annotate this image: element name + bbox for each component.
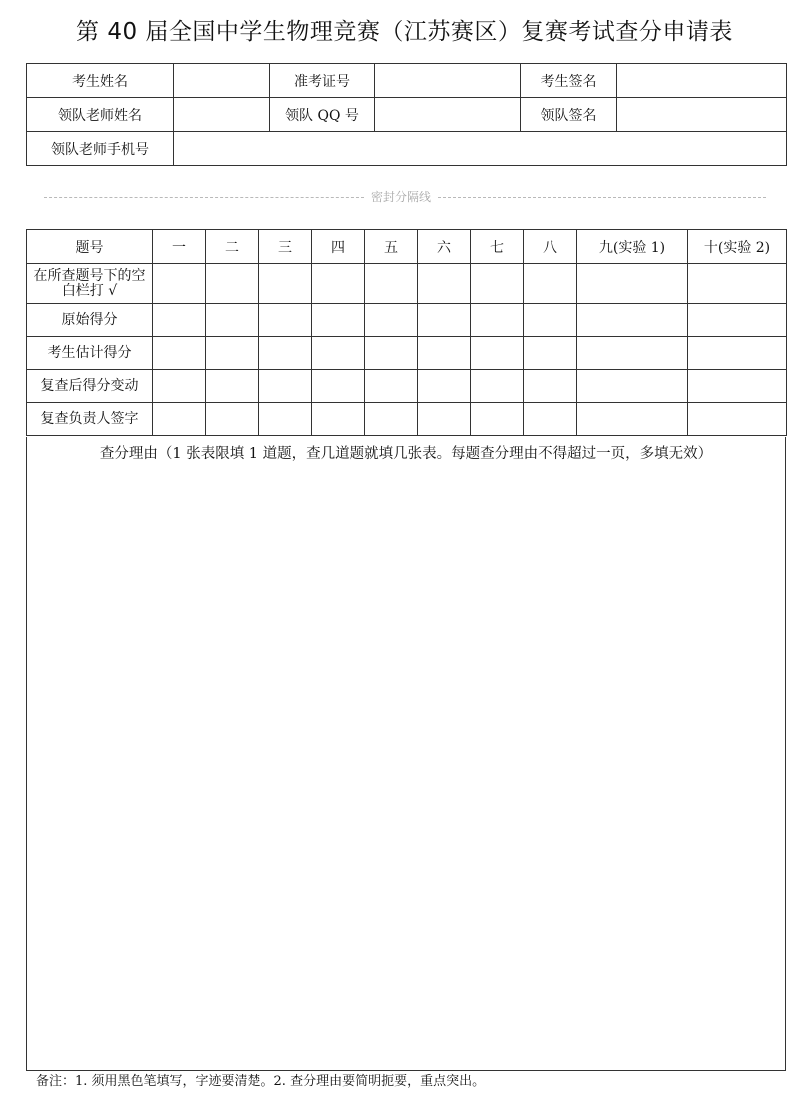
separator-label: 密封分隔线 [370,190,431,204]
question-header-6: 六 [418,230,471,264]
teacher-signature-label: 领队签名 [521,98,617,132]
reviewer-signature-cell-6[interactable] [418,403,471,436]
question-header-8: 八 [524,230,577,264]
student-name-label: 考生姓名 [27,64,174,98]
separator-line-right [438,197,766,198]
seal-separator [44,190,766,204]
question-header-2: 二 [206,230,259,264]
original-score-cell-1[interactable] [153,304,206,337]
check-cell-4[interactable] [312,264,365,304]
score-change-cell-5[interactable] [365,370,418,403]
question-header-5: 五 [365,230,418,264]
reason-title: 查分理由（1 张表限填 1 道题，查几道题就填几张表。每题查分理由不得超过一页，多填无效） [99,446,713,462]
score-change-cell-10[interactable] [688,370,787,403]
teacher-qq-field[interactable] [375,98,521,132]
score-row-original [27,304,787,337]
original-score-cell-7[interactable] [471,304,524,337]
estimated-score-cell-4[interactable] [312,337,365,370]
reviewer-signature-label: 复查负责人签字 [27,403,153,436]
score-change-cell-3[interactable] [259,370,312,403]
applicant-info-table [26,63,787,166]
original-score-cell-10[interactable] [688,304,787,337]
question-header-9: 九(实验 1) [577,230,688,264]
check-cell-5[interactable] [365,264,418,304]
teacher-phone-field[interactable] [174,132,787,166]
question-number-header: 题号 [27,230,153,264]
exam-id-field[interactable] [375,64,521,98]
check-row-label: 在所查题号下的空白栏打 √ [27,264,153,304]
score-change-label: 复查后得分变动 [27,370,153,403]
teacher-name-field[interactable] [174,98,270,132]
reviewer-signature-cell-5[interactable] [365,403,418,436]
estimated-score-cell-5[interactable] [365,337,418,370]
original-score-label: 原始得分 [27,304,153,337]
check-cell-3[interactable] [259,264,312,304]
reviewer-signature-cell-7[interactable] [471,403,524,436]
teacher-qq-label: 领队 QQ 号 [270,98,375,132]
teacher-signature-field[interactable] [617,98,787,132]
reviewer-signature-cell-10[interactable] [688,403,787,436]
original-score-cell-3[interactable] [259,304,312,337]
student-signature-label: 考生签名 [521,64,617,98]
teacher-name-label: 领队老师姓名 [27,98,174,132]
check-cell-6[interactable] [418,264,471,304]
reason-text-area[interactable] [35,473,777,1062]
reviewer-signature-cell-2[interactable] [206,403,259,436]
page-title: 第 40 届全国中学生物理竞赛（江苏赛区）复赛考试查分申请表 [76,19,733,45]
original-score-cell-2[interactable] [206,304,259,337]
original-score-cell-5[interactable] [365,304,418,337]
question-header-7: 七 [471,230,524,264]
reviewer-signature-cell-8[interactable] [524,403,577,436]
estimated-score-cell-7[interactable] [471,337,524,370]
estimated-score-label: 考生估计得分 [27,337,153,370]
score-row-change [27,370,787,403]
original-score-cell-9[interactable] [577,304,688,337]
check-cell-8[interactable] [524,264,577,304]
reviewer-signature-cell-9[interactable] [577,403,688,436]
score-change-cell-4[interactable] [312,370,365,403]
score-table-header-row [27,230,787,264]
score-row-reviewer [27,403,787,436]
question-header-10: 十(实验 2) [688,230,787,264]
score-change-cell-8[interactable] [524,370,577,403]
teacher-phone-label: 领队老师手机号 [27,132,174,166]
reason-section [26,437,786,1071]
check-cell-7[interactable] [471,264,524,304]
estimated-score-cell-8[interactable] [524,337,577,370]
estimated-score-cell-6[interactable] [418,337,471,370]
check-cell-10[interactable] [688,264,787,304]
score-change-cell-7[interactable] [471,370,524,403]
score-change-cell-1[interactable] [153,370,206,403]
original-score-cell-4[interactable] [312,304,365,337]
score-row-estimate [27,337,787,370]
score-row-check [27,264,787,304]
check-cell-1[interactable] [153,264,206,304]
estimated-score-cell-2[interactable] [206,337,259,370]
student-name-field[interactable] [174,64,270,98]
score-change-cell-6[interactable] [418,370,471,403]
original-score-cell-8[interactable] [524,304,577,337]
question-header-1: 一 [153,230,206,264]
reviewer-signature-cell-4[interactable] [312,403,365,436]
student-signature-field[interactable] [617,64,787,98]
reviewer-signature-cell-3[interactable] [259,403,312,436]
score-change-cell-9[interactable] [577,370,688,403]
question-header-4: 四 [312,230,365,264]
reviewer-signature-cell-1[interactable] [153,403,206,436]
original-score-cell-6[interactable] [418,304,471,337]
score-table [26,229,787,436]
footnote: 备注：1. 须用黑色笔填写，字迹要清楚。2. 查分理由要简明扼要，重点突出。 [36,1074,486,1089]
exam-id-label: 准考证号 [270,64,375,98]
separator-line-left [44,197,364,198]
estimated-score-cell-1[interactable] [153,337,206,370]
estimated-score-cell-3[interactable] [259,337,312,370]
check-cell-9[interactable] [577,264,688,304]
score-change-cell-2[interactable] [206,370,259,403]
question-header-3: 三 [259,230,312,264]
estimated-score-cell-10[interactable] [688,337,787,370]
estimated-score-cell-9[interactable] [577,337,688,370]
check-cell-2[interactable] [206,264,259,304]
